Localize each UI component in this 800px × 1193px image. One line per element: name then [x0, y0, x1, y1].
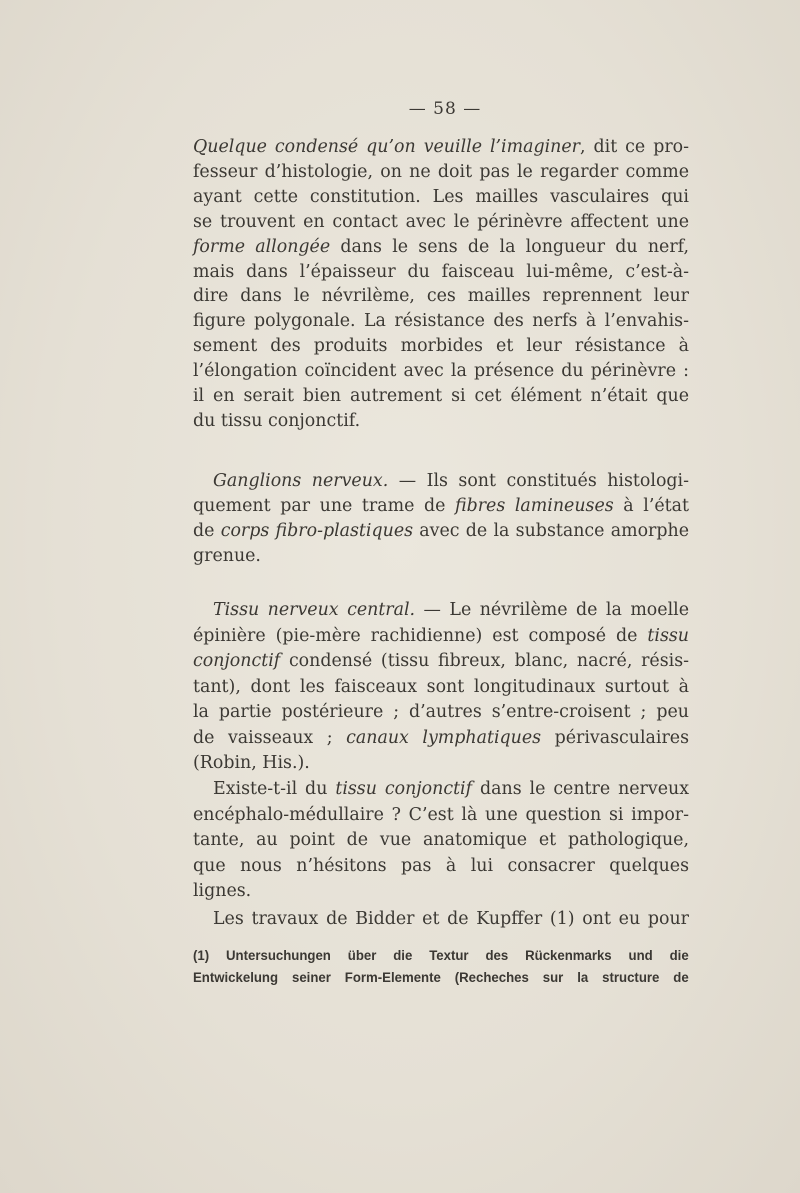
text-span: lignes.	[193, 881, 252, 901]
text-line	[213, 468, 689, 494]
text-span: encéphalo-médullaire ? C’est là une question si impor-	[193, 804, 689, 825]
text-span: ayant cette constitution. Les mailles vasculaires qui	[193, 186, 689, 207]
text-line	[193, 827, 689, 853]
italic-text: Quelque condensé qu’on veuille l’imaginer	[193, 137, 580, 157]
text-span: il en serait bien autrement si cet élément n’était que	[193, 386, 689, 406]
text-span: l’élongation coïncident avec la présence du périnèvre :	[193, 361, 689, 382]
text-line	[193, 750, 689, 776]
text-span: , dit ce pro-	[579, 137, 689, 157]
italic-text: conjonctif	[193, 651, 281, 671]
text-span: que nous n’hésitons pas à lui consacrer quelques	[193, 855, 689, 876]
italic-text: tissu conjonctif	[335, 779, 473, 799]
text-line	[193, 383, 689, 409]
text-span: de vaisseaux ;	[193, 727, 347, 748]
text-span: (Robin, His.).	[193, 753, 310, 773]
text-line	[193, 184, 689, 210]
italic-text: Tissu nerveux central.	[213, 600, 416, 620]
text-span: figure polygonale. La résistance des nerfs à l’envahis-	[193, 311, 689, 332]
italic-text: forme allongée	[193, 236, 331, 257]
text-line	[193, 518, 689, 544]
text-span: périvasculaires	[541, 727, 689, 748]
page-number: — 58 —	[408, 99, 482, 119]
italic-text: corps fibro-plastiques	[220, 520, 414, 541]
text-line	[193, 699, 689, 725]
text-line	[193, 134, 689, 160]
text-line	[193, 209, 689, 235]
text-span: la partie postérieure ; d’autres s’entre-croisent ; peu	[193, 702, 689, 722]
text-line	[193, 543, 689, 569]
text-span: avec de la substance amorphe	[413, 520, 689, 541]
text-line	[193, 358, 689, 384]
text-span: se trouvent en contact avec le périnèvre affectent une	[193, 211, 689, 232]
text-span: — Le névrilème de la moelle	[415, 600, 689, 620]
italic-text: tissu	[647, 625, 689, 646]
text-line	[193, 333, 689, 359]
text-span: dire dans le névrilème, ces mailles reprennent leur	[193, 286, 689, 307]
text-span: dans le sens de la longueur du nerf,	[330, 236, 689, 257]
italic-text: canaux lymphatiques	[346, 727, 542, 748]
text-line	[193, 853, 689, 879]
text-line	[213, 776, 689, 802]
text-line	[193, 408, 689, 434]
text-span: épinière (pie-mère rachidienne) est composé de	[193, 625, 648, 646]
text-line	[213, 906, 689, 932]
text-span: Existe-t-il du	[213, 779, 336, 799]
text-line	[193, 725, 689, 751]
text-span: dans le centre nerveux	[472, 779, 689, 799]
text-span: à l’état	[613, 495, 689, 516]
text-line	[193, 802, 689, 828]
text-span: tant), dont les faisceaux sont longitudinaux surtout à	[193, 676, 689, 697]
italic-text: Ganglions nerveux.	[213, 471, 389, 491]
text-line	[193, 283, 689, 309]
text-span: fesseur d’histologie, on ne doit pas le regarder comme	[193, 161, 689, 182]
text-line	[193, 674, 689, 700]
text-line	[193, 308, 689, 334]
text-span: condensé (tissu fibreux, blanc, nacré, résis-	[280, 651, 689, 671]
text-line	[193, 623, 689, 649]
text-span: tante, au point de vue anatomique et pathologique,	[193, 830, 689, 850]
text-line	[193, 159, 689, 185]
italic-text: fibres lamineuses	[455, 495, 614, 516]
footnote-line: Entwickelung seiner Form-Elemente (Recheches sur la structure de	[193, 970, 689, 986]
text-span: du tissu conjonctif.	[193, 410, 361, 431]
text-line	[213, 597, 689, 623]
footnote-line: (1) Untersuchungen über die Textur des Rückenmarks und die	[193, 948, 689, 964]
text-span: Les travaux de Bidder et de Kupffer (1) ont eu pour	[213, 909, 689, 929]
text-line	[193, 878, 689, 904]
text-line	[193, 493, 689, 519]
text-span: grenue.	[193, 545, 261, 566]
text-span: sement des produits morbides et leur résistance à	[193, 336, 689, 357]
text-line	[193, 234, 689, 260]
text-line	[193, 648, 689, 674]
text-span: quement par une trame de	[193, 495, 455, 516]
text-span: de	[193, 520, 221, 541]
text-span: mais dans l’épaisseur du faisceau lui-même, c’est-à-	[193, 261, 689, 282]
text-span: — Ils sont constitués histologi-	[388, 471, 689, 491]
text-line	[193, 259, 689, 285]
